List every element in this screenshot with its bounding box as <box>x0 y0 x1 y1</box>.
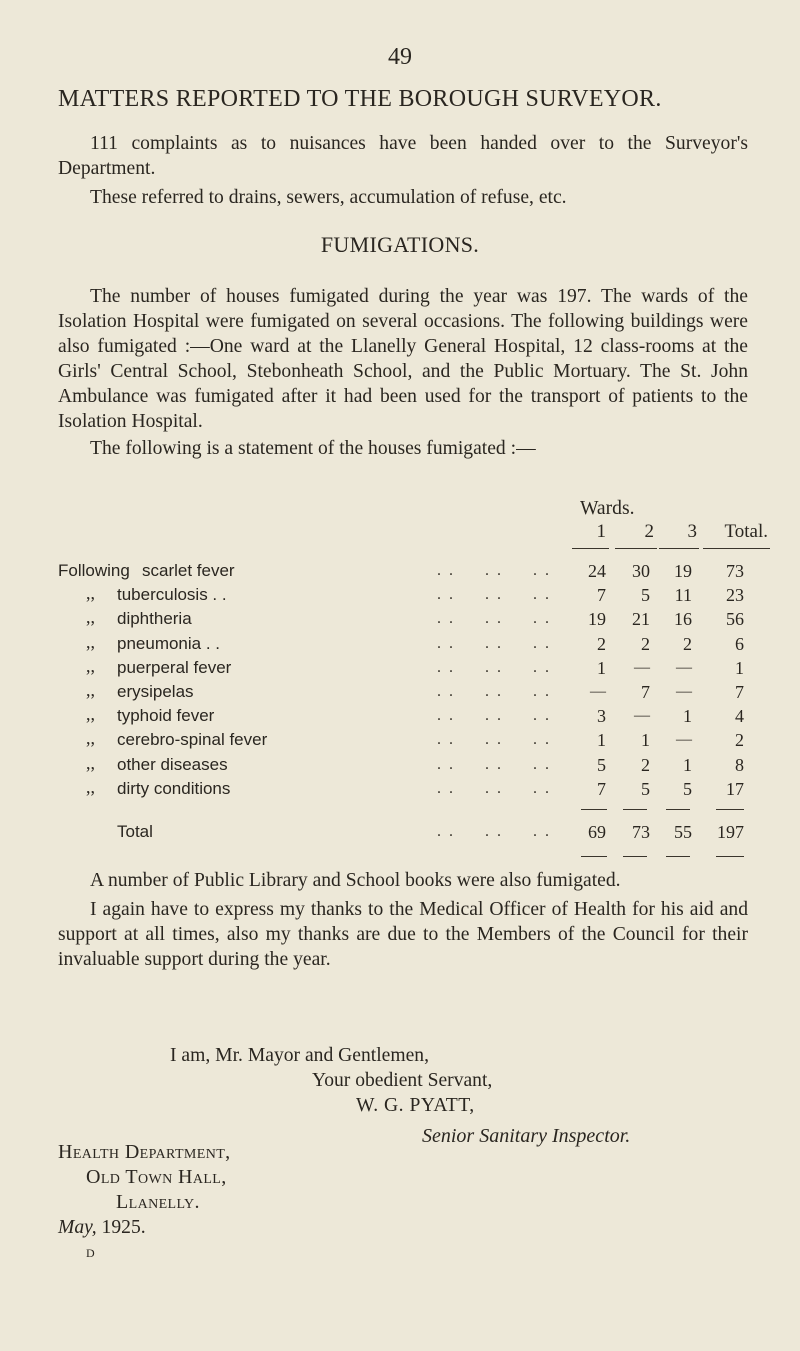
cell-ward-1: 1 <box>597 730 606 751</box>
total-rule-ward-3 <box>666 809 690 810</box>
cell-ward-2: 2 <box>641 754 650 775</box>
bottom-rule-ward-1 <box>581 856 607 857</box>
fumigations-text <box>58 284 748 461</box>
row-leader: . . . . . . <box>437 779 551 797</box>
cell-ward-3: 16 <box>674 609 692 630</box>
row-leader: . . . . . . <box>437 586 551 604</box>
address-line-2: Old Town Hall, <box>86 1166 227 1188</box>
cell-ward-total: 4 <box>735 706 744 727</box>
cell-ward-2: 21 <box>632 609 650 630</box>
row-label: diphtheria <box>117 609 192 629</box>
total-rule-total <box>716 809 744 810</box>
row-label: erysipelas <box>117 682 194 701</box>
signature-mark: D <box>86 1246 95 1260</box>
cell-ward-3: — <box>676 658 692 676</box>
cell-ward-total: 8 <box>735 754 744 775</box>
bottom-rule-ward-2 <box>623 856 647 857</box>
cell-ward-2: 30 <box>632 561 650 581</box>
cell-ward-1: 7 <box>597 585 606 606</box>
address-line-1: Health Department, <box>58 1141 231 1163</box>
closing-text <box>58 868 748 972</box>
cell-ward-total: 56 <box>726 609 744 630</box>
ditto-mark: ,, <box>86 704 95 725</box>
cell-ward-3: 11 <box>674 585 692 606</box>
cell-ward-2: 2 <box>641 633 650 654</box>
cell-ward-total: 73 <box>726 561 744 581</box>
ditto-mark: ,, <box>86 680 95 700</box>
total-rule-ward-2 <box>623 809 647 810</box>
signature-name: W. G. PYATT, <box>356 1095 475 1116</box>
cell-ward-2: 5 <box>641 585 650 606</box>
row-leader: . . . . . . <box>437 658 551 676</box>
cell-ward-3: 19 <box>674 561 692 581</box>
row-leader: . . . . . . <box>437 610 551 628</box>
row-label: puerperal fever <box>117 657 232 677</box>
cell-ward-2: 5 <box>641 778 650 799</box>
date-month: May, <box>58 1217 97 1238</box>
cell-ward-total: 17 <box>726 778 744 799</box>
total-label: Total <box>117 822 153 841</box>
header-rule-ward-2 <box>615 548 657 549</box>
row-prefix-following: Following <box>58 561 130 580</box>
cell-ward-1: 5 <box>597 754 606 775</box>
cell-ward-3: — <box>676 731 692 749</box>
row-leader: . . . . . . <box>437 562 551 579</box>
bottom-rule-ward-3 <box>666 856 690 857</box>
cell-ward-total: 2 <box>735 730 744 751</box>
ditto-mark: ,, <box>86 728 95 749</box>
header-rule-ward-1 <box>572 548 609 549</box>
cell-ward-3: 5 <box>683 778 692 799</box>
cell-ward-1: 24 <box>588 561 606 581</box>
total-rule-ward-1 <box>581 809 607 810</box>
cell-ward-total: 1 <box>735 657 744 678</box>
row-label: cerebro-spinal fever <box>117 730 268 750</box>
date-year: 1925. <box>101 1217 146 1238</box>
fumigations-paragraph-2: The following is a statement of the houses fumigated :— <box>90 438 536 459</box>
cell-ward-1: 19 <box>588 609 606 630</box>
ditto-mark: ,, <box>86 776 95 797</box>
column-header-ward-2: 2 <box>644 521 654 542</box>
column-header-ward-3: 3 <box>687 521 697 542</box>
cell-ward-2: 1 <box>641 730 650 751</box>
total-value-ward-3: 55 <box>674 822 692 842</box>
cell-ward-1: 7 <box>597 778 606 799</box>
cell-ward-total: 23 <box>726 585 744 606</box>
row-leader: . . . . . . <box>437 634 551 652</box>
header-rule-ward-3 <box>659 548 699 549</box>
row-label: pneumonia . . <box>117 633 221 653</box>
cell-ward-3: 1 <box>683 706 692 727</box>
cell-ward-3: 1 <box>683 754 692 775</box>
bottom-rule-total <box>716 856 744 857</box>
closing-paragraph-2: I again have to express my thanks to the Medical Officer of Health for his aid and support at all times, also my thanks are due to the Members of the Council for their invaluable support during the year. <box>58 899 748 970</box>
total-value-ward-1: 69 <box>588 822 606 842</box>
row-label: dirty conditions <box>117 778 231 798</box>
closing-paragraph-1: A number of Public Library and School books were also fumigated. <box>90 870 621 891</box>
ditto-mark: ,, <box>86 752 95 773</box>
row-leader: . . . . . . <box>437 731 551 749</box>
cell-ward-3: — <box>676 683 692 700</box>
signature-closing: Your obedient Servant, <box>312 1070 493 1091</box>
cell-ward-2: — <box>634 658 650 676</box>
cell-ward-2: — <box>634 707 650 725</box>
column-header-ward-1: 1 <box>596 521 606 542</box>
cell-ward-1: 1 <box>597 657 606 678</box>
report-date <box>58 1217 146 1239</box>
header-rule-total <box>703 548 770 549</box>
row-leader: . . . . . . <box>437 755 551 773</box>
ditto-mark: ,, <box>86 655 95 676</box>
column-header-total: Total. <box>724 521 768 542</box>
cell-ward-1: — <box>590 683 606 700</box>
total-value-ward-2: 73 <box>632 822 650 842</box>
cell-ward-1: 3 <box>597 706 606 727</box>
address-line-3: Llanelly. <box>116 1191 200 1213</box>
row-label: tuberculosis . . <box>117 585 227 605</box>
surveyor-paragraph-2: These referred to drains, sewers, accumulation of refuse, etc. <box>90 187 567 208</box>
page-number: 49 <box>388 44 412 70</box>
cell-ward-1: 2 <box>597 633 606 654</box>
total-leader: . . . . . . <box>437 823 551 840</box>
row-label: scarlet fever <box>142 561 235 580</box>
row-label: other diseases <box>117 754 228 774</box>
surveyor-paragraph-1: 111 complaints as to nuisances have been handed over to the Surveyor's Department. <box>58 133 748 179</box>
row-label: typhoid fever <box>117 706 215 726</box>
cell-ward-total: 6 <box>735 633 744 654</box>
ditto-mark: ,, <box>86 583 95 604</box>
cell-ward-2: 7 <box>641 682 650 702</box>
fumigations-paragraph-1: The number of houses fumigated during the year was 197. The wards of the Isolation Hospital were fumigated on several occasions. The following buildings were also fumigated :—One ward at the Llanelly General Hospital, 12 class-rooms at the Girls' Central School, Stebonheath School, and the Public Mortuary. The St. John Ambulance was fumigated after it had been used for the transport of patients to the Isolation Hospital. <box>58 286 748 432</box>
section-heading-surveyor: MATTERS REPORTED TO THE BOROUGH SURVEYOR. <box>58 86 662 112</box>
signature-title: Senior Sanitary Inspector. <box>422 1125 631 1147</box>
wards-header: Wards. <box>580 498 635 519</box>
cell-ward-3: 2 <box>683 633 692 654</box>
ditto-mark: ,, <box>86 607 95 628</box>
signature-salutation: I am, Mr. Mayor and Gentlemen, <box>170 1045 430 1066</box>
surveyor-text <box>58 131 748 210</box>
total-value-total: 197 <box>717 822 744 842</box>
cell-ward-total: 7 <box>735 682 744 702</box>
row-leader: . . . . . . <box>437 683 551 700</box>
section-heading-fumigations: FUMIGATIONS. <box>320 232 480 257</box>
row-leader: . . . . . . <box>437 707 551 725</box>
ditto-mark: ,, <box>86 631 95 652</box>
